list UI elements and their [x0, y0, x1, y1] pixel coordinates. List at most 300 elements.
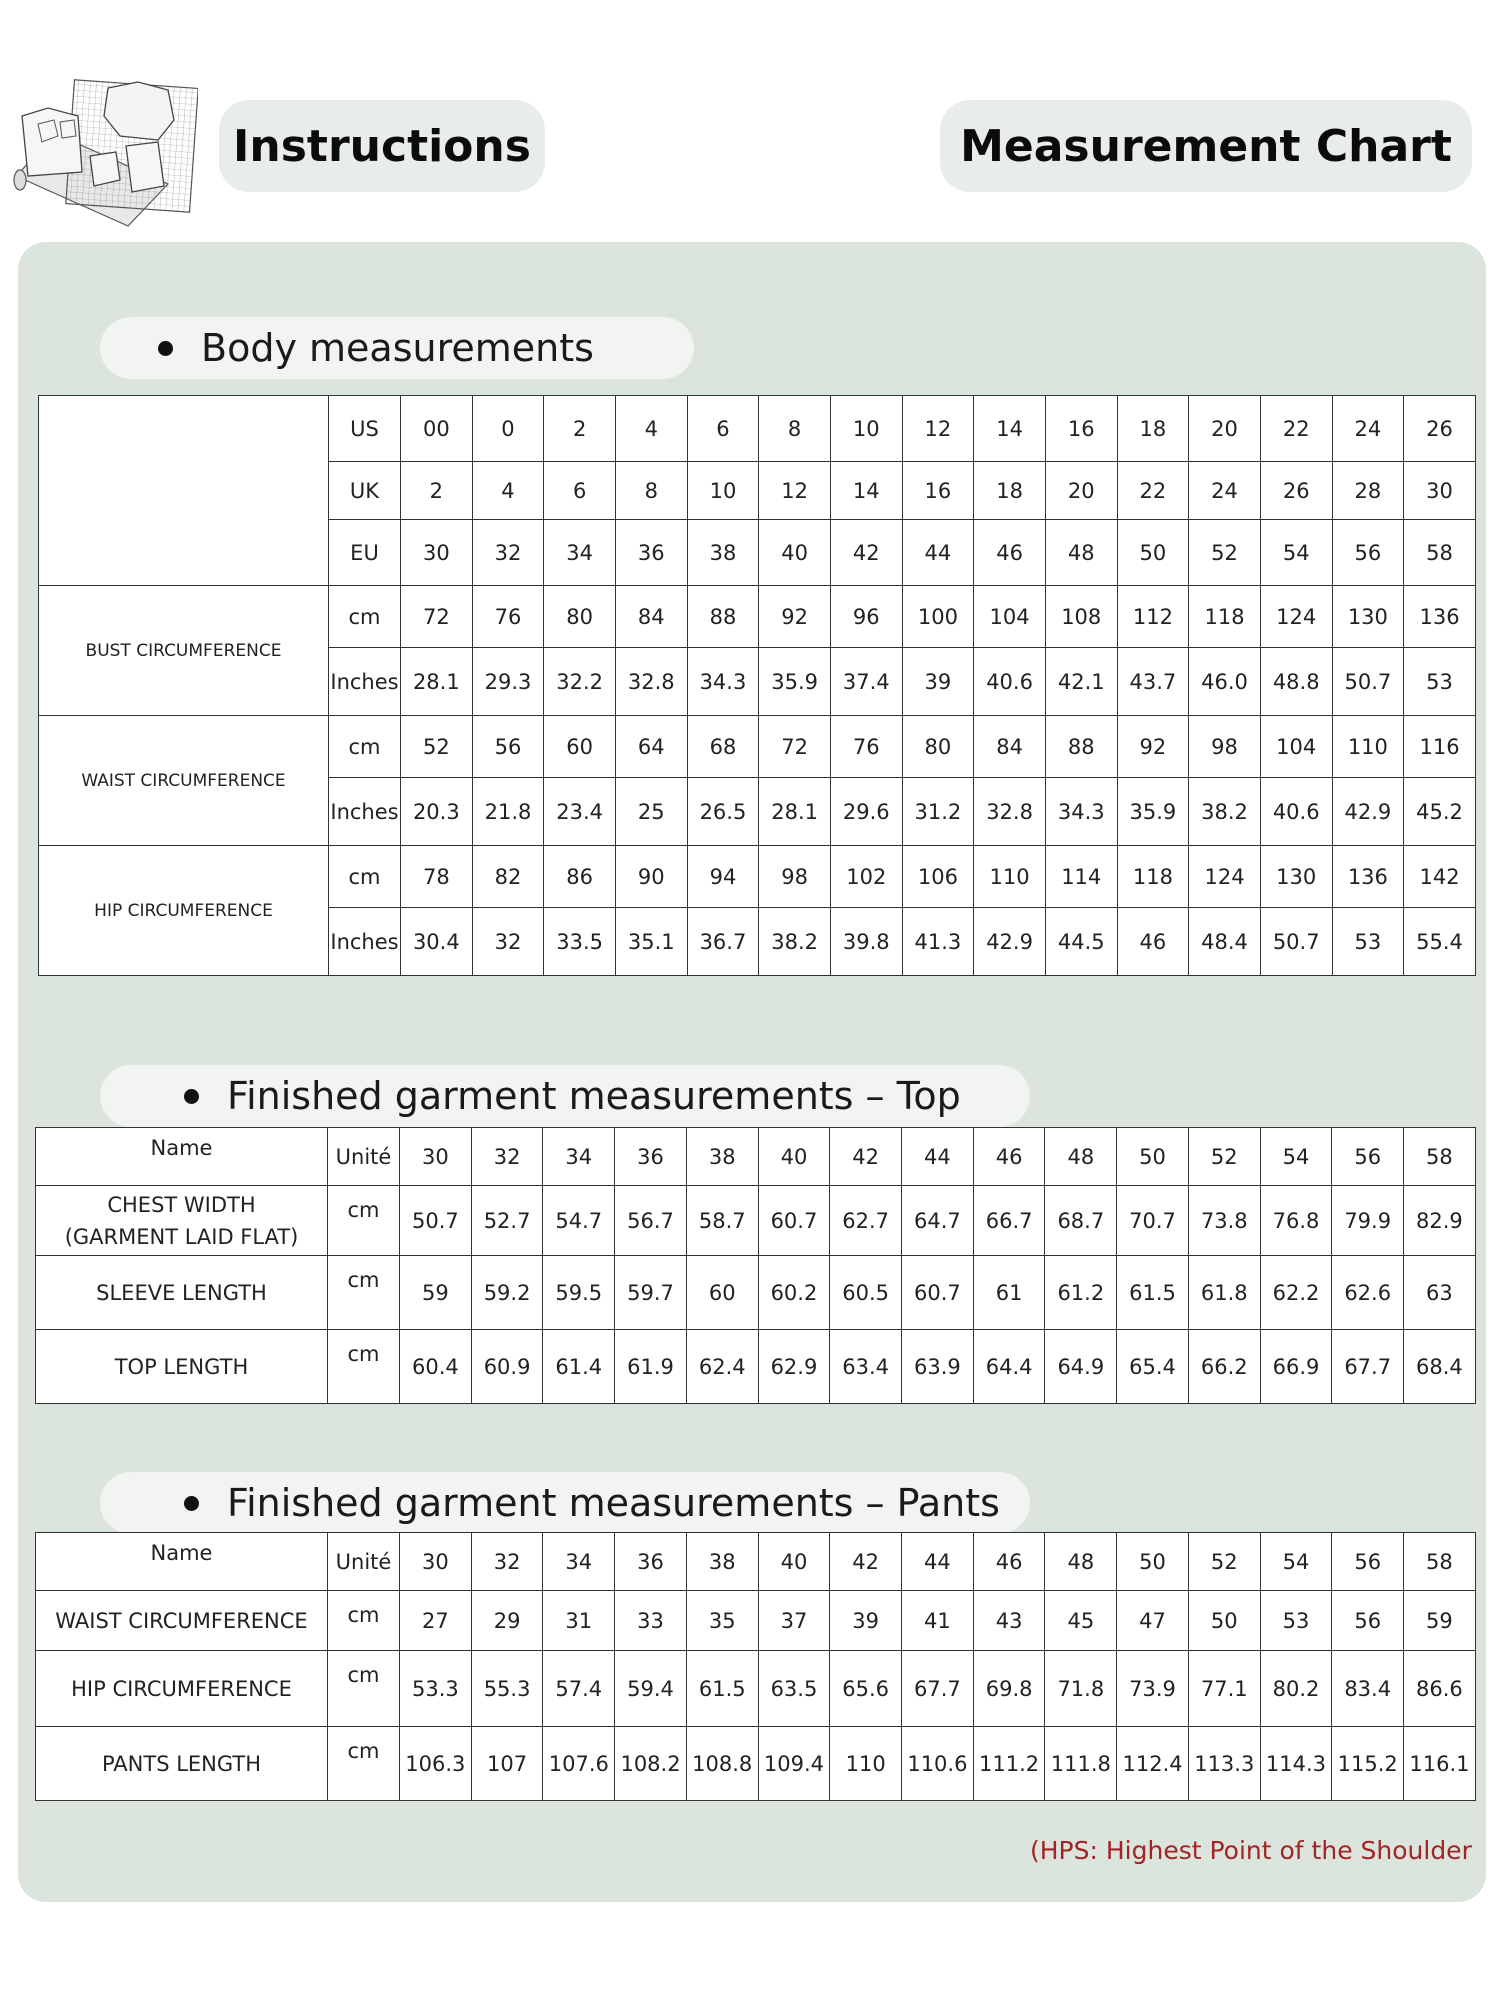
- value-cell: 37: [758, 1591, 830, 1651]
- value-cell: 73.8: [1188, 1186, 1260, 1256]
- value-cell: 110: [1332, 716, 1404, 778]
- value-cell: 39.8: [830, 908, 902, 976]
- value-cell: 94: [687, 846, 759, 908]
- value-cell: 84: [974, 716, 1046, 778]
- size-cell: 4: [472, 462, 544, 520]
- size-cell: 6: [687, 396, 759, 462]
- value-cell: 59: [1404, 1591, 1476, 1651]
- value-cell: 27: [400, 1591, 472, 1651]
- hps-footnote: (HPS: Highest Point of the Shoulder: [1030, 1836, 1472, 1865]
- value-cell: 116.1: [1404, 1727, 1476, 1801]
- value-cell: 68.7: [1045, 1186, 1117, 1256]
- value-cell: 39: [902, 648, 974, 716]
- value-cell: 32: [472, 908, 544, 976]
- value-cell: 60: [686, 1256, 758, 1330]
- instructions-title: Instructions: [219, 100, 545, 192]
- value-cell: 130: [1332, 586, 1404, 648]
- value-cell: 60.7: [902, 1256, 974, 1330]
- value-cell: 45: [1045, 1591, 1117, 1651]
- size-cell: 38: [686, 1533, 758, 1591]
- header-row: [36, 1533, 1476, 1591]
- value-cell: 77.1: [1188, 1651, 1260, 1727]
- value-cell: 28.1: [401, 648, 473, 716]
- value-cell: 92: [759, 586, 831, 648]
- size-cell: 58: [1404, 520, 1476, 586]
- size-cell: 22: [1117, 462, 1189, 520]
- value-cell: 52.7: [471, 1186, 543, 1256]
- value-cell: 61.5: [1117, 1256, 1189, 1330]
- size-cell: 00: [401, 396, 473, 462]
- value-cell: 111.8: [1045, 1727, 1117, 1801]
- value-cell: 23.4: [544, 778, 616, 846]
- size-cell: 32: [472, 520, 544, 586]
- size-cell: 10: [830, 396, 902, 462]
- value-cell: 53: [1260, 1591, 1332, 1651]
- size-cell: 54: [1260, 1128, 1332, 1186]
- size-cell: 40: [759, 520, 831, 586]
- size-cell: 46: [973, 1533, 1045, 1591]
- name-header: Name: [36, 1128, 328, 1186]
- value-cell: 66.9: [1260, 1330, 1332, 1404]
- value-cell: 62.2: [1260, 1256, 1332, 1330]
- value-cell: 50.7: [400, 1186, 472, 1256]
- value-cell: 35.9: [759, 648, 831, 716]
- value-cell: 108.8: [686, 1727, 758, 1801]
- value-cell: 50.7: [1332, 648, 1404, 716]
- value-cell: 108.2: [615, 1727, 687, 1801]
- unit-label: cm: [329, 586, 401, 648]
- size-cell: 50: [1117, 1533, 1189, 1591]
- size-cell: 34: [543, 1533, 615, 1591]
- measurement-name: BUST CIRCUMFERENCE: [39, 586, 329, 716]
- unit-label: Inches: [329, 778, 401, 846]
- size-cell: 46: [974, 520, 1046, 586]
- header-row: [36, 1128, 1476, 1186]
- value-cell: 61.4: [543, 1330, 615, 1404]
- measurement-name: TOP LENGTH: [36, 1330, 328, 1404]
- bullet-icon: [184, 1496, 199, 1511]
- value-cell: 60: [544, 716, 616, 778]
- size-cell: 18: [974, 462, 1046, 520]
- value-cell: 60.9: [471, 1330, 543, 1404]
- value-cell: 60.4: [400, 1330, 472, 1404]
- value-cell: 59: [400, 1256, 472, 1330]
- value-cell: 41: [902, 1591, 974, 1651]
- value-cell: 72: [401, 586, 473, 648]
- value-cell: 114: [1045, 846, 1117, 908]
- size-cell: 50: [1117, 1128, 1189, 1186]
- size-cell: 24: [1189, 462, 1261, 520]
- size-cell: 52: [1188, 1128, 1260, 1186]
- value-cell: 60.5: [830, 1256, 902, 1330]
- value-cell: 60.2: [758, 1256, 830, 1330]
- value-cell: 59.5: [543, 1256, 615, 1330]
- value-cell: 98: [759, 846, 831, 908]
- value-cell: 31.2: [902, 778, 974, 846]
- measurement-name: SLEEVE LENGTH: [36, 1256, 328, 1330]
- size-system-label: UK: [329, 462, 401, 520]
- value-cell: 32.2: [544, 648, 616, 716]
- size-cell: 38: [686, 1128, 758, 1186]
- value-cell: 59.2: [471, 1256, 543, 1330]
- value-cell: 109.4: [758, 1727, 830, 1801]
- size-cell: 8: [759, 396, 831, 462]
- value-cell: 86: [544, 846, 616, 908]
- value-cell: 88: [1045, 716, 1117, 778]
- measurement-name: HIP CIRCUMFERENCE: [36, 1651, 328, 1727]
- size-cell: 48: [1045, 1533, 1117, 1591]
- size-cell: 56: [1332, 1128, 1404, 1186]
- measurement-chart-title: Measurement Chart: [940, 100, 1472, 192]
- value-cell: 62.6: [1332, 1256, 1404, 1330]
- size-cell: 34: [543, 1128, 615, 1186]
- value-cell: 64.7: [902, 1186, 974, 1256]
- size-cell: 36: [615, 1533, 687, 1591]
- value-cell: 64.4: [973, 1330, 1045, 1404]
- value-cell: 26.5: [687, 778, 759, 846]
- section-pants-measurements: [100, 1472, 1030, 1534]
- value-cell: 35.1: [615, 908, 687, 976]
- value-cell: 98: [1189, 716, 1261, 778]
- value-cell: 107: [471, 1727, 543, 1801]
- value-cell: 82.9: [1404, 1186, 1476, 1256]
- value-cell: 67.7: [1332, 1330, 1404, 1404]
- value-cell: 110.6: [902, 1727, 974, 1801]
- size-cell: 6: [544, 462, 616, 520]
- value-cell: 53: [1332, 908, 1404, 976]
- value-cell: 48.8: [1260, 648, 1332, 716]
- size-system-label: US: [329, 396, 401, 462]
- value-cell: 60.7: [758, 1186, 830, 1256]
- value-cell: 142: [1404, 846, 1476, 908]
- value-cell: 63.4: [830, 1330, 902, 1404]
- value-cell: 63.9: [902, 1330, 974, 1404]
- value-cell: 28.1: [759, 778, 831, 846]
- value-cell: 48.4: [1189, 908, 1261, 976]
- size-cell: 48: [1045, 520, 1117, 586]
- value-cell: 62.4: [686, 1330, 758, 1404]
- value-cell: 104: [974, 586, 1046, 648]
- value-cell: 68: [687, 716, 759, 778]
- value-cell: 61.9: [615, 1330, 687, 1404]
- measurement-name: HIP CIRCUMFERENCE: [39, 846, 329, 976]
- value-cell: 100: [902, 586, 974, 648]
- value-cell: 114.3: [1260, 1727, 1332, 1801]
- section-body-measurements: [100, 317, 694, 379]
- section-top-measurements: [100, 1065, 1030, 1127]
- value-cell: 80: [902, 716, 974, 778]
- value-cell: 21.8: [472, 778, 544, 846]
- size-cell: 44: [902, 1533, 974, 1591]
- value-cell: 59.7: [615, 1256, 687, 1330]
- value-cell: 63: [1404, 1256, 1476, 1330]
- measurement-row: [36, 1651, 1476, 1727]
- size-cell: 42: [830, 1128, 902, 1186]
- measurement-name: CHEST WIDTH (GARMENT LAID FLAT): [36, 1186, 328, 1256]
- value-cell: 20.3: [401, 778, 473, 846]
- sewing-pattern-logo-icon: [8, 76, 198, 236]
- value-cell: 83.4: [1332, 1651, 1404, 1727]
- size-cell: 32: [471, 1533, 543, 1591]
- value-cell: 110: [974, 846, 1046, 908]
- name-header: Name: [36, 1533, 328, 1591]
- size-cell: 12: [902, 396, 974, 462]
- empty-corner-cell: [39, 396, 329, 586]
- unit-label: Inches: [329, 648, 401, 716]
- value-cell: 88: [687, 586, 759, 648]
- size-cell: 54: [1260, 1533, 1332, 1591]
- value-cell: 130: [1260, 846, 1332, 908]
- value-cell: 30.4: [401, 908, 473, 976]
- value-cell: 53.3: [400, 1651, 472, 1727]
- value-cell: 34.3: [687, 648, 759, 716]
- value-cell: 43: [973, 1591, 1045, 1651]
- value-cell: 29.6: [830, 778, 902, 846]
- size-cell: 26: [1260, 462, 1332, 520]
- value-cell: 63.5: [758, 1651, 830, 1727]
- size-cell: 22: [1260, 396, 1332, 462]
- bullet-icon: [184, 1089, 199, 1104]
- value-cell: 104: [1260, 716, 1332, 778]
- value-cell: 71.8: [1045, 1651, 1117, 1727]
- value-cell: 34.3: [1045, 778, 1117, 846]
- value-cell: 78: [401, 846, 473, 908]
- value-cell: 65.4: [1117, 1330, 1189, 1404]
- unit-label: cm: [328, 1256, 400, 1330]
- value-cell: 35: [686, 1591, 758, 1651]
- measurement-row: [36, 1727, 1476, 1801]
- size-cell: 10: [687, 462, 759, 520]
- value-cell: 50.7: [1260, 908, 1332, 976]
- size-cell: 30: [400, 1533, 472, 1591]
- value-cell: 110: [830, 1727, 902, 1801]
- value-cell: 62.9: [758, 1330, 830, 1404]
- value-cell: 56.7: [615, 1186, 687, 1256]
- value-cell: 42.1: [1045, 648, 1117, 716]
- value-cell: 116: [1404, 716, 1476, 778]
- size-cell: 30: [401, 520, 473, 586]
- size-cell: 42: [830, 520, 902, 586]
- size-cell: 40: [758, 1128, 830, 1186]
- value-cell: 64.9: [1045, 1330, 1117, 1404]
- value-cell: 38.2: [1189, 778, 1261, 846]
- size-cell: 52: [1188, 1533, 1260, 1591]
- size-cell: 38: [687, 520, 759, 586]
- measurement-row: [36, 1256, 1476, 1330]
- size-row-us: [39, 396, 1476, 462]
- value-cell: 33.5: [544, 908, 616, 976]
- size-cell: 14: [830, 462, 902, 520]
- value-cell: 40.6: [1260, 778, 1332, 846]
- value-cell: 61: [973, 1256, 1045, 1330]
- value-cell: 72: [759, 716, 831, 778]
- value-cell: 107.6: [543, 1727, 615, 1801]
- measurement-row: [39, 716, 1476, 778]
- value-cell: 29.3: [472, 648, 544, 716]
- measurement-row: [39, 586, 1476, 648]
- measurement-name: WAIST CIRCUMFERENCE: [39, 716, 329, 846]
- size-cell: 44: [902, 1128, 974, 1186]
- size-cell: 30: [1404, 462, 1476, 520]
- size-cell: 14: [974, 396, 1046, 462]
- value-cell: 80.2: [1260, 1651, 1332, 1727]
- value-cell: 42.9: [974, 908, 1046, 976]
- value-cell: 55.3: [471, 1651, 543, 1727]
- value-cell: 47: [1117, 1591, 1189, 1651]
- size-cell: 32: [471, 1128, 543, 1186]
- value-cell: 39: [830, 1591, 902, 1651]
- value-cell: 118: [1117, 846, 1189, 908]
- size-cell: 58: [1404, 1533, 1476, 1591]
- value-cell: 38.2: [759, 908, 831, 976]
- size-cell: 26: [1404, 396, 1476, 462]
- value-cell: 50: [1188, 1591, 1260, 1651]
- size-cell: 8: [615, 462, 687, 520]
- size-cell: 56: [1332, 520, 1404, 586]
- value-cell: 46: [1117, 908, 1189, 976]
- size-cell: 0: [472, 396, 544, 462]
- value-cell: 136: [1332, 846, 1404, 908]
- value-cell: 67.7: [902, 1651, 974, 1727]
- value-cell: 124: [1260, 586, 1332, 648]
- value-cell: 32.8: [615, 648, 687, 716]
- value-cell: 64: [615, 716, 687, 778]
- value-cell: 112.4: [1117, 1727, 1189, 1801]
- size-cell: 30: [400, 1128, 472, 1186]
- value-cell: 96: [830, 586, 902, 648]
- value-cell: 65.6: [830, 1651, 902, 1727]
- value-cell: 61.2: [1045, 1256, 1117, 1330]
- value-cell: 136: [1404, 586, 1476, 648]
- size-cell: 44: [902, 520, 974, 586]
- unit-label: cm: [329, 846, 401, 908]
- value-cell: 55.4: [1404, 908, 1476, 976]
- value-cell: 82: [472, 846, 544, 908]
- measurement-name: PANTS LENGTH: [36, 1727, 328, 1801]
- size-system-label: EU: [329, 520, 401, 586]
- value-cell: 61.5: [686, 1651, 758, 1727]
- size-cell: 54: [1260, 520, 1332, 586]
- value-cell: 124: [1189, 846, 1261, 908]
- value-cell: 36.7: [687, 908, 759, 976]
- size-cell: 52: [1189, 520, 1261, 586]
- size-cell: 4: [615, 396, 687, 462]
- value-cell: 43.7: [1117, 648, 1189, 716]
- value-cell: 68.4: [1404, 1330, 1476, 1404]
- value-cell: 40.6: [974, 648, 1046, 716]
- size-cell: 24: [1332, 396, 1404, 462]
- value-cell: 106.3: [400, 1727, 472, 1801]
- body-measurements-table: [38, 395, 1476, 976]
- value-cell: 32.8: [974, 778, 1046, 846]
- value-cell: 108: [1045, 586, 1117, 648]
- value-cell: 29: [471, 1591, 543, 1651]
- measurement-row: [36, 1330, 1476, 1404]
- size-cell: 12: [759, 462, 831, 520]
- section-title: Finished garment measurements – Top: [227, 1074, 961, 1118]
- size-cell: 2: [544, 396, 616, 462]
- value-cell: 52: [401, 716, 473, 778]
- value-cell: 112: [1117, 586, 1189, 648]
- unit-label: cm: [328, 1651, 400, 1727]
- unit-header: Unité: [328, 1533, 400, 1591]
- value-cell: 35.9: [1117, 778, 1189, 846]
- value-cell: 70.7: [1117, 1186, 1189, 1256]
- size-cell: 28: [1332, 462, 1404, 520]
- value-cell: 31: [543, 1591, 615, 1651]
- value-cell: 37.4: [830, 648, 902, 716]
- value-cell: 54.7: [543, 1186, 615, 1256]
- size-cell: 40: [758, 1533, 830, 1591]
- value-cell: 106: [902, 846, 974, 908]
- value-cell: 84: [615, 586, 687, 648]
- size-cell: 20: [1045, 462, 1117, 520]
- value-cell: 56: [472, 716, 544, 778]
- value-cell: 66.2: [1188, 1330, 1260, 1404]
- measurement-row: [36, 1591, 1476, 1651]
- unit-label: cm: [328, 1330, 400, 1404]
- value-cell: 79.9: [1332, 1186, 1404, 1256]
- size-cell: 36: [615, 520, 687, 586]
- size-cell: 34: [544, 520, 616, 586]
- section-title: Body measurements: [201, 326, 594, 370]
- size-cell: 58: [1404, 1128, 1476, 1186]
- value-cell: 66.7: [973, 1186, 1045, 1256]
- value-cell: 45.2: [1404, 778, 1476, 846]
- unit-label: cm: [328, 1727, 400, 1801]
- unit-header: Unité: [328, 1128, 400, 1186]
- pants-measurements-table: [35, 1532, 1476, 1801]
- size-cell: 2: [401, 462, 473, 520]
- size-cell: 16: [902, 462, 974, 520]
- value-cell: 57.4: [543, 1651, 615, 1727]
- value-cell: 102: [830, 846, 902, 908]
- size-cell: 20: [1189, 396, 1261, 462]
- size-cell: 16: [1045, 396, 1117, 462]
- top-measurements-table: [35, 1127, 1476, 1404]
- measurement-row: [36, 1186, 1476, 1256]
- size-cell: 42: [830, 1533, 902, 1591]
- value-cell: 56: [1332, 1591, 1404, 1651]
- value-cell: 76: [472, 586, 544, 648]
- value-cell: 44.5: [1045, 908, 1117, 976]
- value-cell: 41.3: [902, 908, 974, 976]
- value-cell: 58.7: [686, 1186, 758, 1256]
- value-cell: 69.8: [973, 1651, 1045, 1727]
- value-cell: 62.7: [830, 1186, 902, 1256]
- unit-label: cm: [328, 1591, 400, 1651]
- unit-label: Inches: [329, 908, 401, 976]
- value-cell: 113.3: [1188, 1727, 1260, 1801]
- value-cell: 115.2: [1332, 1727, 1404, 1801]
- value-cell: 80: [544, 586, 616, 648]
- value-cell: 111.2: [973, 1727, 1045, 1801]
- value-cell: 61.8: [1188, 1256, 1260, 1330]
- value-cell: 118: [1189, 586, 1261, 648]
- value-cell: 59.4: [615, 1651, 687, 1727]
- value-cell: 53: [1404, 648, 1476, 716]
- bullet-icon: [158, 341, 173, 356]
- size-cell: 18: [1117, 396, 1189, 462]
- size-cell: 48: [1045, 1128, 1117, 1186]
- value-cell: 86.6: [1404, 1651, 1476, 1727]
- value-cell: 76: [830, 716, 902, 778]
- unit-label: cm: [328, 1186, 400, 1256]
- size-cell: 36: [615, 1128, 687, 1186]
- value-cell: 73.9: [1117, 1651, 1189, 1727]
- value-cell: 46.0: [1189, 648, 1261, 716]
- section-title: Finished garment measurements – Pants: [227, 1481, 1000, 1525]
